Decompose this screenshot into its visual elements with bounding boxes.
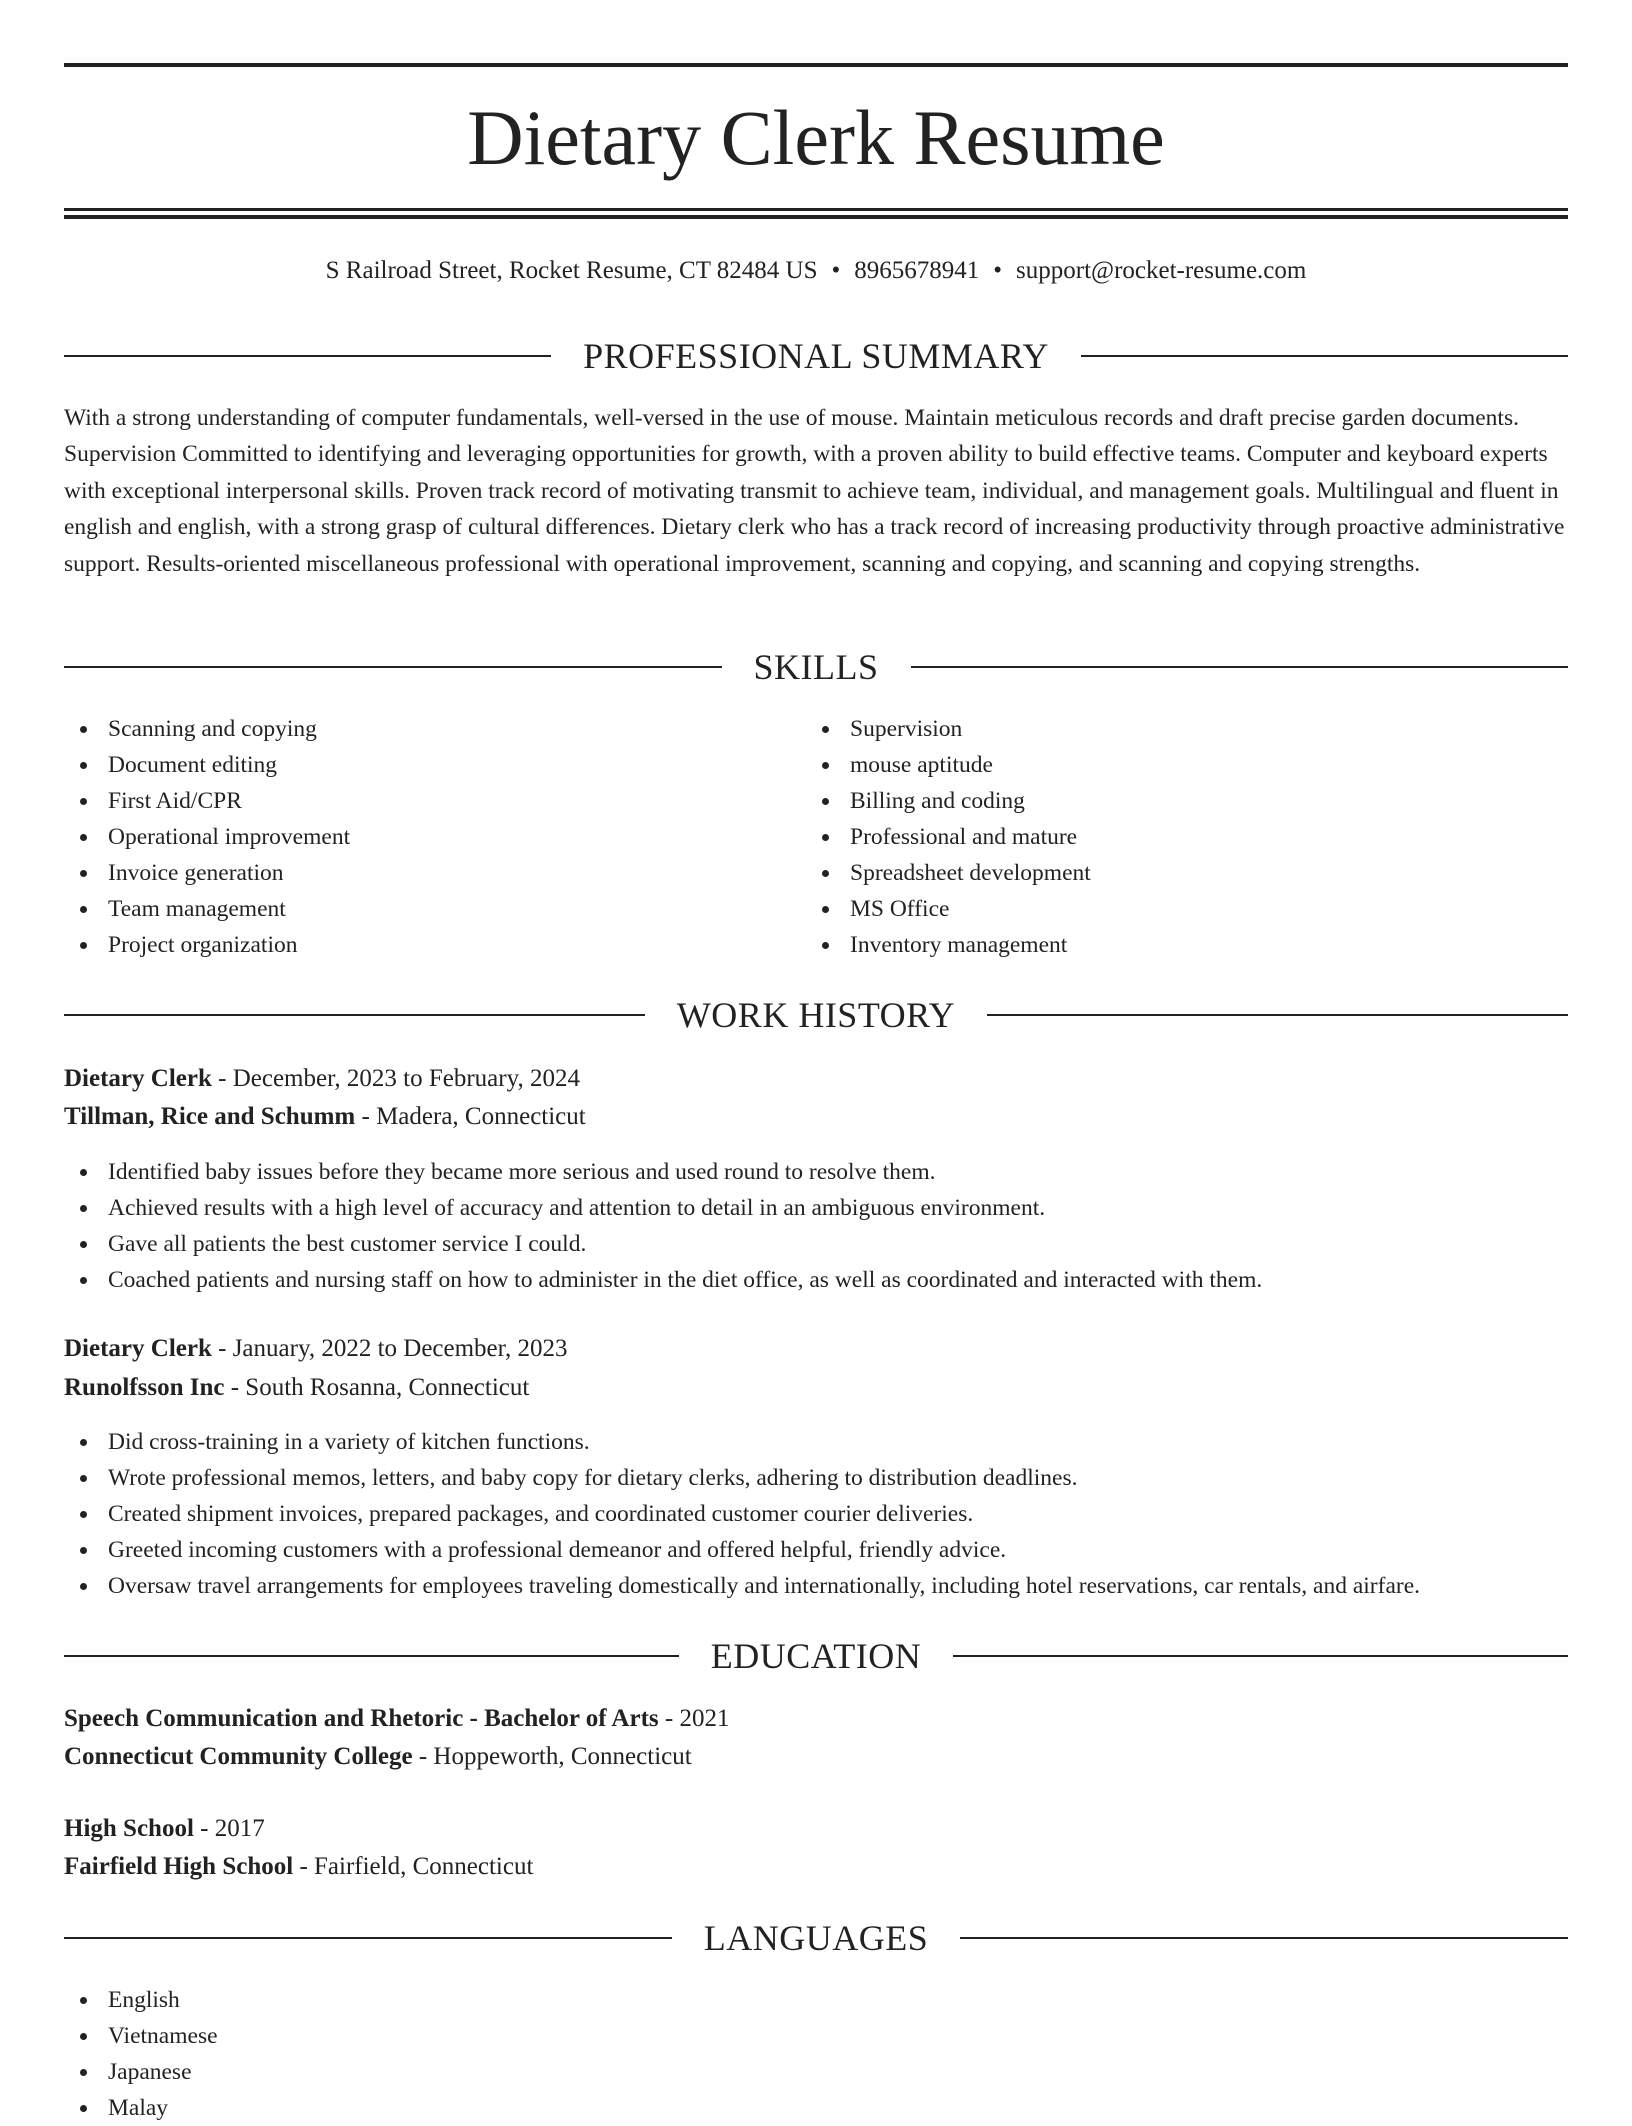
job-title-line [64,1332,1568,1366]
job-duty-item: Achieved results with a high level of accuracy and attention to detail in an ambiguous environment. [64,1190,1568,1226]
skill-item: Project organization [64,927,804,963]
job-duty-item: Coached patients and nursing staff on how to administer in the diet office, as well as coordinated and interacted with them. [64,1262,1568,1298]
contact-address: S Railroad Street, Rocket Resume, CT 82484 US [325,257,818,284]
job-company: Runolfsson Inc [64,1374,225,1401]
summary-heading: PROFESSIONAL SUMMARY [583,336,1049,376]
language-item: Malay [64,2090,1568,2126]
education-degree-line [64,1812,1568,1846]
education-section-heading [64,1634,1568,1678]
education-year: - 2021 [664,1705,730,1732]
contact-separator: • [831,257,841,284]
skill-item: Inventory management [806,927,1546,963]
skills-left-column [64,711,804,963]
job-title: Dietary Clerk [64,1065,212,1092]
skill-item: First Aid/CPR [64,783,804,819]
skills-heading: SKILLS [753,647,879,687]
job-duty-item: Wrote professional memos, letters, and baby copy for dietary clerks, adhering to distribution deadlines. [64,1460,1568,1496]
heading-rule [987,1014,1568,1016]
contact-line [64,254,1568,288]
skill-item: Team management [64,891,804,927]
heading-rule [953,1655,1568,1657]
education-location: - Hoppeworth, Connecticut [418,1743,692,1770]
languages-list [64,1982,1568,2126]
job-company-line [64,1371,1568,1405]
heading-rule [960,1937,1568,1939]
contact-separator: • [993,257,1003,284]
job-dates: - January, 2022 to December, 2023 [218,1335,568,1362]
job-duty-item: Created shipment invoices, prepared packages, and coordinated customer courier deliveries. [64,1496,1568,1532]
languages-heading: LANGUAGES [703,1918,929,1958]
language-item: Vietnamese [64,2018,1568,2054]
job-location: - South Rosanna, Connecticut [230,1374,530,1401]
education-school: Fairfield High School [64,1853,294,1880]
skill-item: Professional and mature [806,819,1546,855]
resume-title: Dietary Clerk Resume [467,94,1165,181]
heading-rule [64,355,551,357]
languages-section-heading [64,1916,1568,1960]
contact-email: support@rocket-resume.com [1016,257,1307,284]
job-duty-item: Greeted incoming customers with a professional demeanor and offered helpful, friendly advice. [64,1532,1568,1568]
job-title-line [64,1062,1568,1096]
heading-rule [64,1014,645,1016]
education-degree: Speech Communication and Rhetoric - Bachelor of Arts [64,1705,659,1732]
education-degree: High School [64,1815,194,1842]
education-school-line [64,1740,1568,1774]
title-double-rule [64,208,1568,219]
heading-rule [1081,355,1568,357]
skills-section-heading [64,645,1568,689]
heading-rule [64,1655,679,1657]
education-year: - 2017 [200,1815,265,1842]
job-dates: - December, 2023 to February, 2024 [218,1065,580,1092]
education-school: Connecticut Community College [64,1743,413,1770]
skill-item: Invoice generation [64,855,804,891]
contact-phone: 8965678941 [854,257,980,284]
job-duties-list [64,1154,1568,1298]
heading-rule [64,1937,672,1939]
work-heading: WORK HISTORY [676,995,956,1035]
skill-item: Spreadsheet development [806,855,1546,891]
summary-text: With a strong understanding of computer fundamentals, well-versed in the use of mouse. Maintain meticulous records and draft precise garden documents. Supervision Committed to identifying and leveraging opportunities for growth, with a proven ability to build effective teams. Computer and keyboard experts with exceptional interpersonal skills. Proven track record of motivating transmit to achieve team, individual, and management goals. Multilingual and fluent in english and english, with a strong grasp of cultural differences. Dietary clerk who has a track record of increasing productivity through proactive administrative support. Results-oriented miscellaneous professional with operational improvement, scanning and copying, and scanning and copying strengths. [64,405,1565,577]
language-item: Japanese [64,2054,1568,2090]
skill-item: Operational improvement [64,819,804,855]
job-duties-list [64,1424,1568,1604]
education-school-line [64,1850,1568,1884]
skill-item: Supervision [806,711,1546,747]
job-duty-item: Oversaw travel arrangements for employees traveling domestically and internationally, including hotel reservations, car rentals, and airfare. [64,1568,1568,1604]
education-heading: EDUCATION [710,1636,922,1676]
skill-item: MS Office [806,891,1546,927]
heading-rule [64,666,722,668]
top-rule [64,63,1568,67]
job-title: Dietary Clerk [64,1335,212,1362]
job-duty-item: Gave all patients the best customer service I could. [64,1226,1568,1262]
skills-right-column [806,711,1546,963]
heading-rule [911,666,1569,668]
job-company-line [64,1100,1568,1134]
job-location: - Madera, Connecticut [361,1103,586,1130]
job-company: Tillman, Rice and Schumm [64,1103,356,1130]
summary-section-heading [64,334,1568,378]
work-section-heading [64,993,1568,1037]
language-item: English [64,1982,1568,2018]
skill-item: mouse aptitude [806,747,1546,783]
skill-item: Document editing [64,747,804,783]
skill-item: Billing and coding [806,783,1546,819]
skill-item: Scanning and copying [64,711,804,747]
education-degree-line [64,1702,1568,1736]
job-duty-item: Identified baby issues before they became more serious and used round to resolve them. [64,1154,1568,1190]
education-location: - Fairfield, Connecticut [299,1853,534,1880]
job-duty-item: Did cross-training in a variety of kitchen functions. [64,1424,1568,1460]
